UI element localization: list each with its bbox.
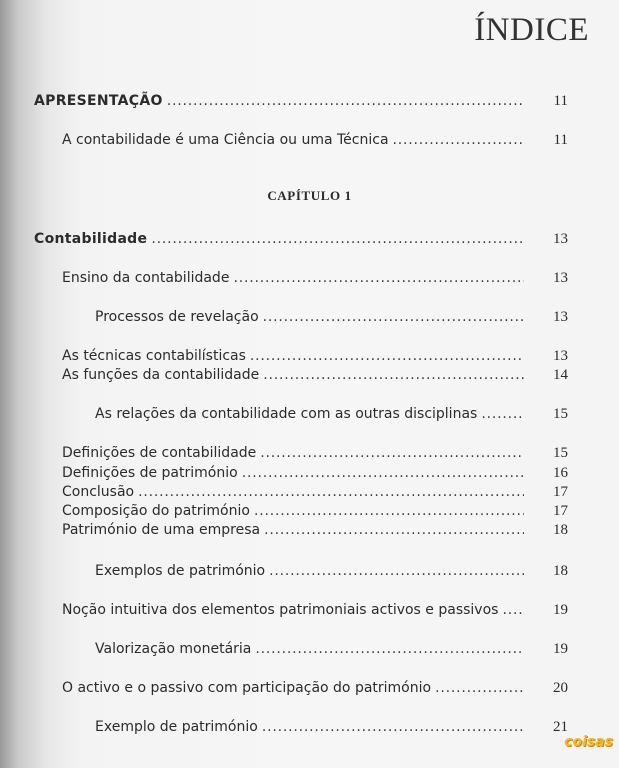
page-title: ÍNDICE [474,12,589,48]
leader-dots [264,522,524,538]
toc-entry-label: Conclusão [62,484,135,500]
toc-entry-page: 13 [553,348,568,364]
toc-entry-page: 16 [553,465,568,481]
toc-entry-page: 15 [553,406,568,422]
toc-entry-label: As relações da contabilidade com as outras disciplinas [95,406,478,422]
toc-entry [95,719,568,735]
toc-entry-label: APRESENTAÇÃO [34,93,163,109]
toc-entry [62,680,568,696]
toc-entry-label: Património de uma empresa [62,522,261,538]
toc-entry-label: Composição do património [62,503,250,519]
toc-entry [95,309,568,325]
toc-entry [62,503,568,519]
toc-entry-page: 21 [553,719,568,735]
toc-entry-label: Valorização monetária [95,641,252,657]
toc-entry-label: Ensino da contabilidade [62,270,230,286]
toc-entry-label: Definições de património [62,465,238,481]
toc-entry-page: 11 [553,93,568,109]
leader-dots [393,132,524,148]
watermark-logo: coisas [564,734,613,750]
leader-dots [242,465,524,481]
leader-dots [254,503,524,519]
leader-dots [263,367,524,383]
leader-dots [233,270,524,286]
toc-entry-label: Definições de contabilidade [62,445,257,461]
toc-entry-page: 18 [553,522,568,538]
toc-entry-label: Contabilidade [34,231,148,247]
leader-dots [167,93,524,109]
toc-entry [62,484,568,500]
toc-entry [95,563,568,579]
toc-entry [62,270,568,286]
leader-dots [481,406,524,422]
toc-entry-page: 13 [553,309,568,325]
leader-dots [138,484,524,500]
leader-dots [502,602,524,618]
leader-dots [250,348,524,364]
toc-entry-page: 17 [553,503,568,519]
toc-entry-page: 13 [553,270,568,286]
chapter-heading: CAPÍTULO 1 [267,188,352,203]
toc-entry [62,465,568,481]
toc-entry [62,602,568,618]
toc-entry [95,641,568,657]
leader-dots [255,641,524,657]
toc-entry [62,445,568,461]
toc-entry-label: Exemplo de património [95,719,258,735]
toc-entry [62,367,568,383]
leader-dots [269,563,524,579]
toc-entry-page: 13 [553,231,568,247]
toc-entry-page: 19 [553,641,568,657]
toc-entry [95,406,568,422]
toc-entry-label: Noção intuitiva dos elementos patrimoniais activos e passivos [62,602,499,618]
leader-dots [263,309,524,325]
toc-entry-contabilidade [34,231,568,247]
toc-entry [62,348,568,364]
toc-entry-page: 11 [553,132,568,148]
toc-entry-label: A contabilidade é uma Ciência ou uma Técnica [62,132,389,148]
toc-entry [62,132,568,148]
toc-entry-page: 19 [553,602,568,618]
toc-entry-page: 14 [553,367,568,383]
toc-entry-page: 18 [553,563,568,579]
toc-entry-label: Exemplos de património [95,563,266,579]
leader-dots [435,680,524,696]
toc-entry-label: Processos de revelação [95,309,259,325]
toc-entry [62,522,568,538]
toc-entry-page: 17 [553,484,568,500]
toc-entry-label: O activo e o passivo com participação do património [62,680,432,696]
leader-dots [262,719,524,735]
toc-entry-label: As técnicas contabilísticas [62,348,246,364]
toc-entry-apresentacao [34,93,568,109]
toc-entry-label: As funções da contabilidade [62,367,260,383]
leader-dots [260,445,524,461]
toc-entry-page: 20 [553,680,568,696]
leader-dots [151,231,524,247]
toc-entry-page: 15 [553,445,568,461]
